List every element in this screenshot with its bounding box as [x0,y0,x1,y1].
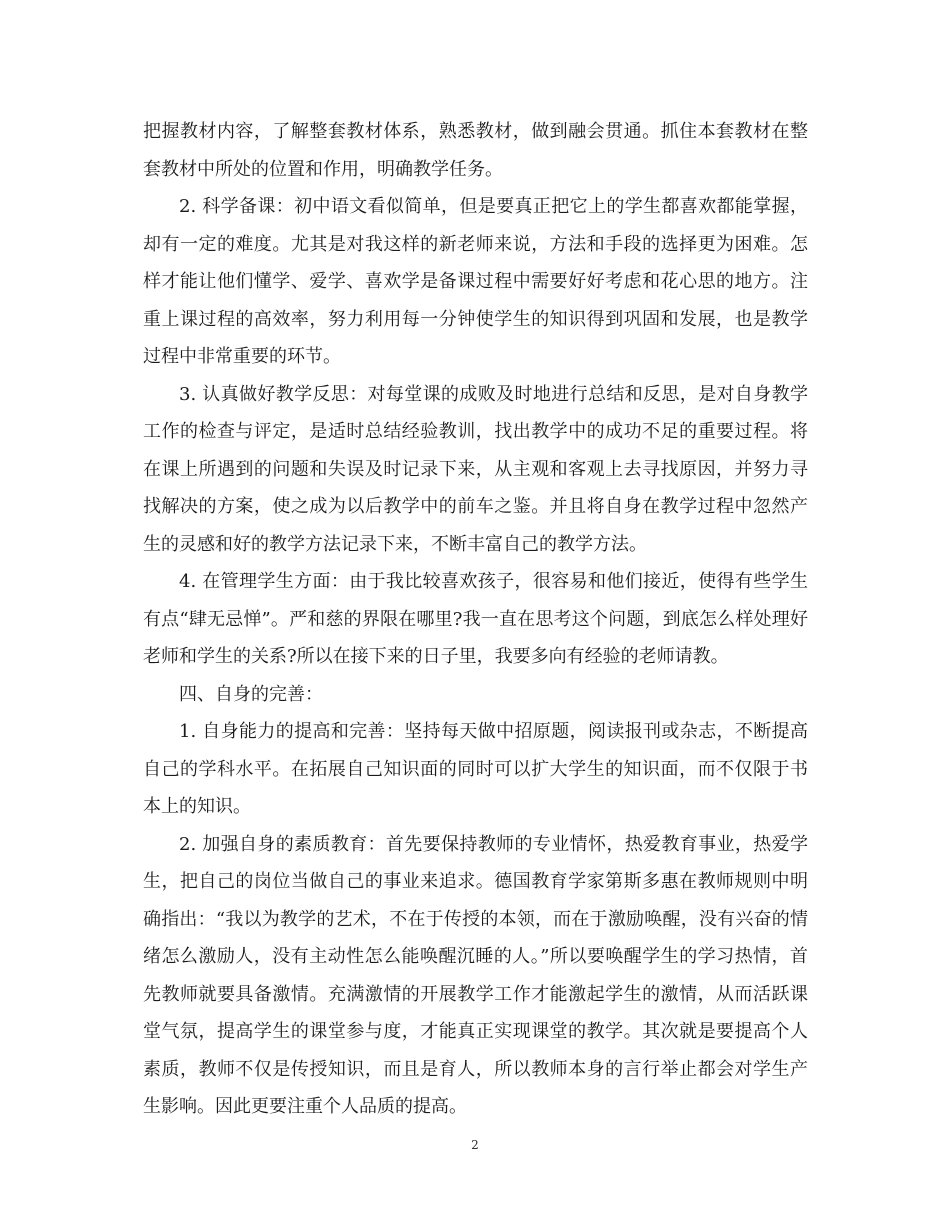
paragraph-student-management: 4. 在管理学生方面：由于我比较喜欢孩子，很容易和他们接近，使得有些学生有点“肆无忌惮”。严和慈的界限在哪里?我一直在思考这个问题，到底怎么样处理好老师和学生的关系?所以在接下来的日子里，我要多向有经验的老师请教。 [143,571,808,667]
section-heading-self-improvement: 四、自身的完善： [179,683,323,705]
paragraph-ability-improvement: 1. 自身能力的提高和完善：坚持每天做中招原题，阅读报刊或杂志，不断提高自己的学科水平。在拓展自己知识面的同时可以扩大学生的知识面，而不仅限于书本上的知识。 [143,721,808,817]
paragraph-lesson-preparation: 2. 科学备课：初中语文看似简单，但是要真正把它上的学生都喜欢都能掌握，却有一定的难度。尤其是对我这样的新老师来说，方法和手段的选择更为困难。怎样才能让他们懂学、爱学、喜欢学是备课过程中需要好好考虑和花心思的地方。注重上课过程的高效率，努力利用每一分钟使学生的知识得到巩固和发展，也是教学过程中非常重要的环节。 [143,196,808,367]
paragraph-continuation: 把握教材内容，了解整套教材体系，熟悉教材，做到融会贯通。抓住本套教材在整套教材中所处的位置和作用，明确教学任务。 [143,121,808,180]
paragraph-quality-education: 2. 加强自身的素质教育：首先要保持教师的专业情怀，热爱教育事业，热爱学生，把自己的岗位当做自己的事业来追求。德国教育学家第斯多惠在教师规则中明确指出：“我以为教学的艺术，不在于传授的本领，而在于激励唤醒，没有兴奋的情绪怎么激励人，没有主动性怎么能唤醒沉睡的人。”所以要唤醒学生的学习热情，首先教师就要具备激情。充满激情的开展教学工作才能激起学生的激情，从而活跃课堂气氛，提高学生的课堂参与度，才能真正实现课堂的教学。其次就是要提高个人素质，教师不仅是传授知识，而且是育人，所以教师本身的言行举止都会对学生产生影响。因此更要注重个人品质的提高。 [143,833,808,1117]
paragraph-teaching-reflection: 3. 认真做好教学反思：对每堂课的成败及时地进行总结和反思，是对自身教学工作的检查与评定，是适时总结经验教训，找出教学中的成功不足的重要过程。将在课上所遇到的问题和失误及时记录下来，从主观和客观上去寻找原因，并努力寻找解决的方案，使之成为以后教学中的前车之鉴。并且将自身在教学过程中忽然产生的灵感和好的教学方法记录下来，不断丰富自己的教学方法。 [143,383,808,555]
document-body [143,113,808,1126]
page-number: 2 [471,1138,479,1152]
